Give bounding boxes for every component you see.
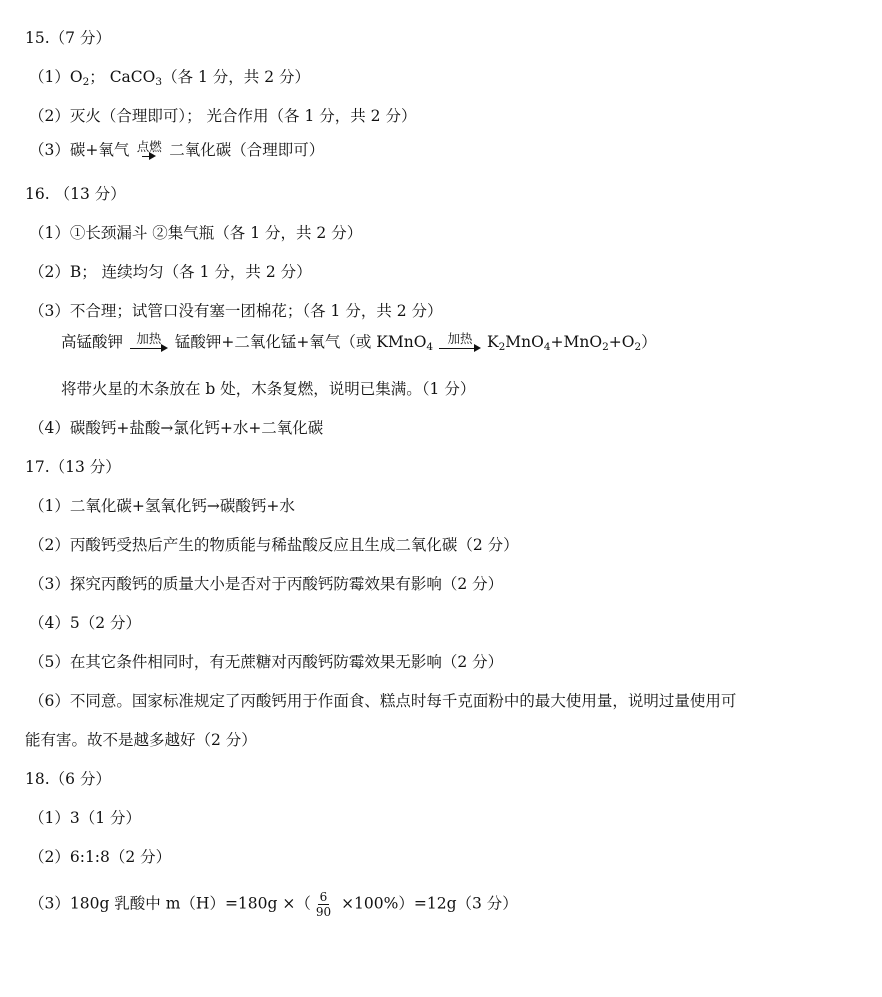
fraction-denominator: 90 xyxy=(315,905,332,919)
answer-16-4: （4）碳酸钙+盐酸→氯化钙+水+二氧化碳 xyxy=(29,419,324,437)
answer-18-2: （2）6:1:8（2 分） xyxy=(29,848,172,866)
answer-16-2: （2）B； 连续均匀（各 1 分，共 2 分） xyxy=(29,263,312,281)
question-15-heading: 15.（7 分） xyxy=(25,29,111,47)
answer-18-3-text: （3）180g 乳酸中 m（H）=180g ×（ xyxy=(29,894,311,913)
answer-17-5: （5）在其它条件相同时，有无蔗糖对丙酸钙防霉效果无影响（2 分） xyxy=(29,653,504,671)
equation-text: 高锰酸钾 xyxy=(61,333,128,351)
answer-16-3-note: 将带火星的木条放在 b 处，木条复燃，说明已集满。（1 分） xyxy=(61,380,476,398)
equation-text: K xyxy=(482,333,499,351)
arrow-icon xyxy=(130,344,168,354)
answer-15-1 xyxy=(29,67,310,87)
fraction xyxy=(314,891,333,918)
equation-text: MnO xyxy=(505,333,544,351)
equation-text: +MnO xyxy=(550,333,603,351)
answer-18-1: （1）3（1 分） xyxy=(29,809,142,827)
subscript: 2 xyxy=(82,76,90,88)
answer-17-3: （3）探究丙酸钙的质量大小是否对于丙酸钙防霉效果有影响（2 分） xyxy=(29,575,504,593)
answer-17-1: （1）二氧化碳+氢氧化钙→碳酸钙+水 xyxy=(29,497,295,515)
equation-text: 锰酸钾+二氧化锰+氧气（或 KMnO xyxy=(169,333,427,351)
subscript: 4 xyxy=(543,341,551,353)
subscript: 2 xyxy=(498,341,506,353)
answer-16-3: （3）不合理；试管口没有塞一团棉花；（各 1 分，共 2 分） xyxy=(29,302,443,320)
answer-17-2: （2）丙酸钙受热后产生的物质能与稀盐酸反应且生成二氧化碳（2 分） xyxy=(29,536,519,554)
answer-17-6: （6）不同意。国家标准规定了丙酸钙用于作面食、糕点时每千克面粉中的最大使用量，说明过量使用可 xyxy=(29,692,737,710)
question-18-heading: 18.（6 分） xyxy=(25,770,111,788)
reaction-condition: 加热 xyxy=(136,330,162,346)
arrow-icon xyxy=(439,344,481,354)
question-17-heading: 17.（13 分） xyxy=(25,458,121,476)
answer-17-4: （4）5（2 分） xyxy=(29,614,142,632)
reaction-condition: 点燃 xyxy=(136,138,162,154)
answer-16-1: （1）①长颈漏斗 ②集气瓶（各 1 分，共 2 分） xyxy=(29,224,363,242)
reaction-arrow xyxy=(134,138,164,162)
arrow-icon xyxy=(142,152,156,162)
subscript: 4 xyxy=(426,341,434,353)
reaction-condition: 加热 xyxy=(447,330,473,346)
subscript: 3 xyxy=(155,76,163,88)
reaction-arrow xyxy=(438,330,482,354)
answer-15-1-text: （1）O xyxy=(29,68,83,86)
fraction-numerator: 6 xyxy=(319,890,328,904)
answer-15-1-text: ； CaCO xyxy=(89,68,156,86)
subscript: 2 xyxy=(602,341,609,353)
equation-text: ） xyxy=(641,333,657,351)
answer-18-3 xyxy=(29,891,518,918)
answer-15-1-text: （各 1 分，共 2 分） xyxy=(162,68,310,86)
subscript: 2 xyxy=(634,341,642,353)
answer-16-3-equation xyxy=(61,332,657,354)
equation-text: +O xyxy=(608,333,635,351)
answer-18-3-text: ×100%）=12g（3 分） xyxy=(336,894,518,913)
answer-15-2: （2）灭火（合理即可）； 光合作用（各 1 分，共 2 分） xyxy=(29,107,417,125)
answer-15-3-text: 二氧化碳（合理即可） xyxy=(164,141,325,159)
question-16-heading: 16. （13 分） xyxy=(25,185,126,203)
reaction-arrow xyxy=(128,330,170,354)
answer-15-3 xyxy=(29,140,324,162)
answer-17-6-continued: 能有害。故不是越多越好（2 分） xyxy=(25,731,257,749)
answer-15-3-text: （3）碳+氧气 xyxy=(29,141,135,159)
